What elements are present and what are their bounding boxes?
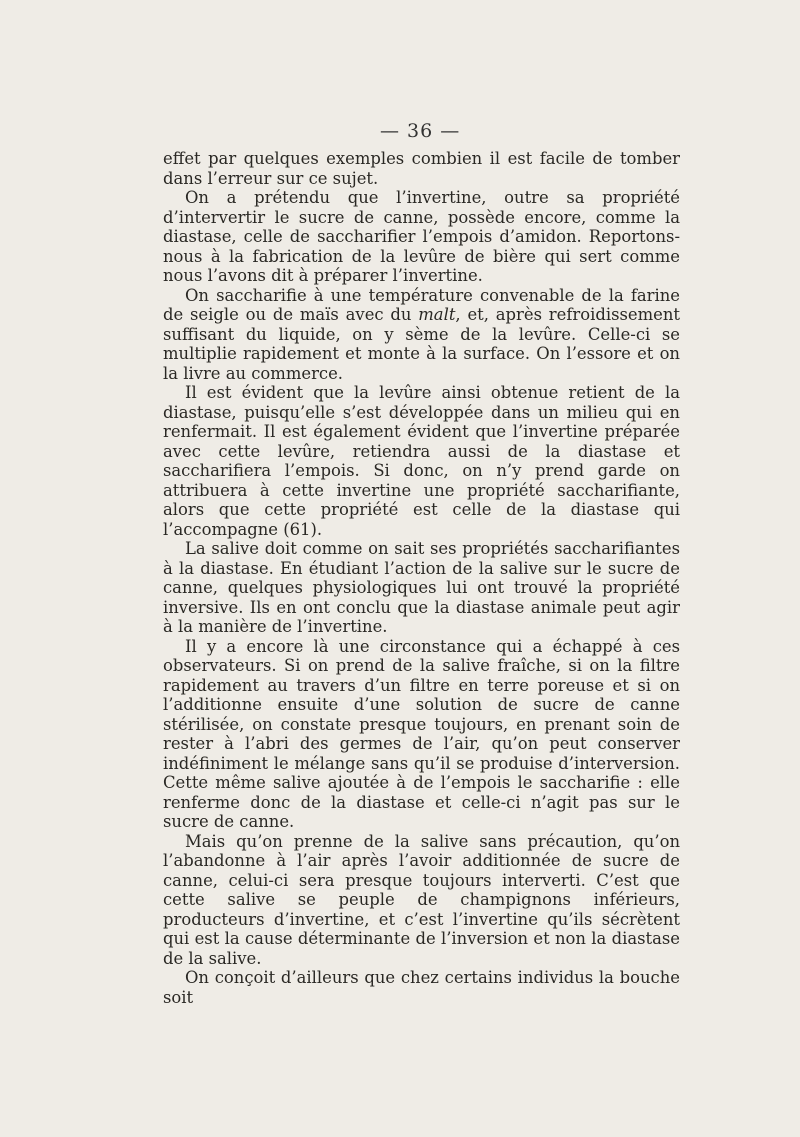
paragraph-7: Mais qu’on prenne de la salive sans précaution, qu’on l’abandonne à l’air après l’avoir additionnée de sucre de canne, celui-ci sera presque toujours interverti. C’est que cette salive se peuple de champignons inférieurs, producteurs d’invertine, et c’est l’invertine qu’ils sécrètent qui est la cause déterminante de l’inversion et non la diastase de la salive. <box>163 831 680 968</box>
paragraph-2: On a prétendu que l’invertine, outre sa propriété d’intervertir le sucre de canne, possède encore, comme la diastase, celle de saccharifier l’empois d’amidon. Reportons-nous à la fabrication de la levûre de bière qui sert comme nous l’avons dit à préparer l’invertine. <box>163 188 680 285</box>
page-number: — 36 — <box>380 120 461 142</box>
paragraph-3-italic-term: malt <box>418 305 456 324</box>
paragraph-8: On conçoit d’ailleurs que chez certains individus la bouche soit <box>163 968 680 1007</box>
paragraph-3 <box>163 286 680 384</box>
paragraph-6: Il y a encore là une circonstance qui a échappé à ces observateurs. Si on prend de la salive fraîche, si on la filtre rapidement au travers d’un filtre en terre poreuse et si on l’additionne ensuite d’une solution de sucre de canne stérilisée, on constate presque toujours, en prenant soin de rester à l’abri des germes de l’air, qu’on peut conserver indéfiniment le mélange sans qu’il se produise d’interversion. Cette même salive ajoutée à de l’empois le saccharifie : elle renferme donc de la diastase et celle-ci n’agit pas sur le sucre de canne. <box>163 636 680 831</box>
paragraph-3-part-2: , et, après refroidissement suffisant du liquide, on y sème de la levûre. Celle-ci se multiplie rapidement et monte à la surface. On l’essore et on la livre au commerce. <box>163 305 680 383</box>
paragraph-4: Il est évident que la levûre ainsi obtenue retient de la diastase, puisqu’elle s’est développée dans un milieu qui en renfermait. Il est également évident que l’invertine préparée avec cette levûre, retiendra aussi de la diastase et saccharifiera l’empois. Si donc, on n’y prend garde on attribuera à cette invertine une propriété saccharifiante, alors que cette propriété est celle de la diastase qui l’accompagne (61). <box>163 383 680 539</box>
paragraph-3-part-1: On saccharifie à une température convenable de la farine de seigle ou de maïs avec du <box>163 285 680 324</box>
paragraph-1: effet par quelques exemples combien il est facile de tomber dans l’erreur sur ce sujet. <box>163 149 680 188</box>
paragraph-5: La salive doit comme on sait ses propriétés saccharifiantes à la diastase. En étudiant l’action de la salive sur le sucre de canne, quelques physiologiques lui ont trouvé la propriété inversive. Ils en ont conclu que la diastase animale peut agir à la manière de l’invertine. <box>163 539 680 636</box>
body-text <box>163 149 680 1007</box>
